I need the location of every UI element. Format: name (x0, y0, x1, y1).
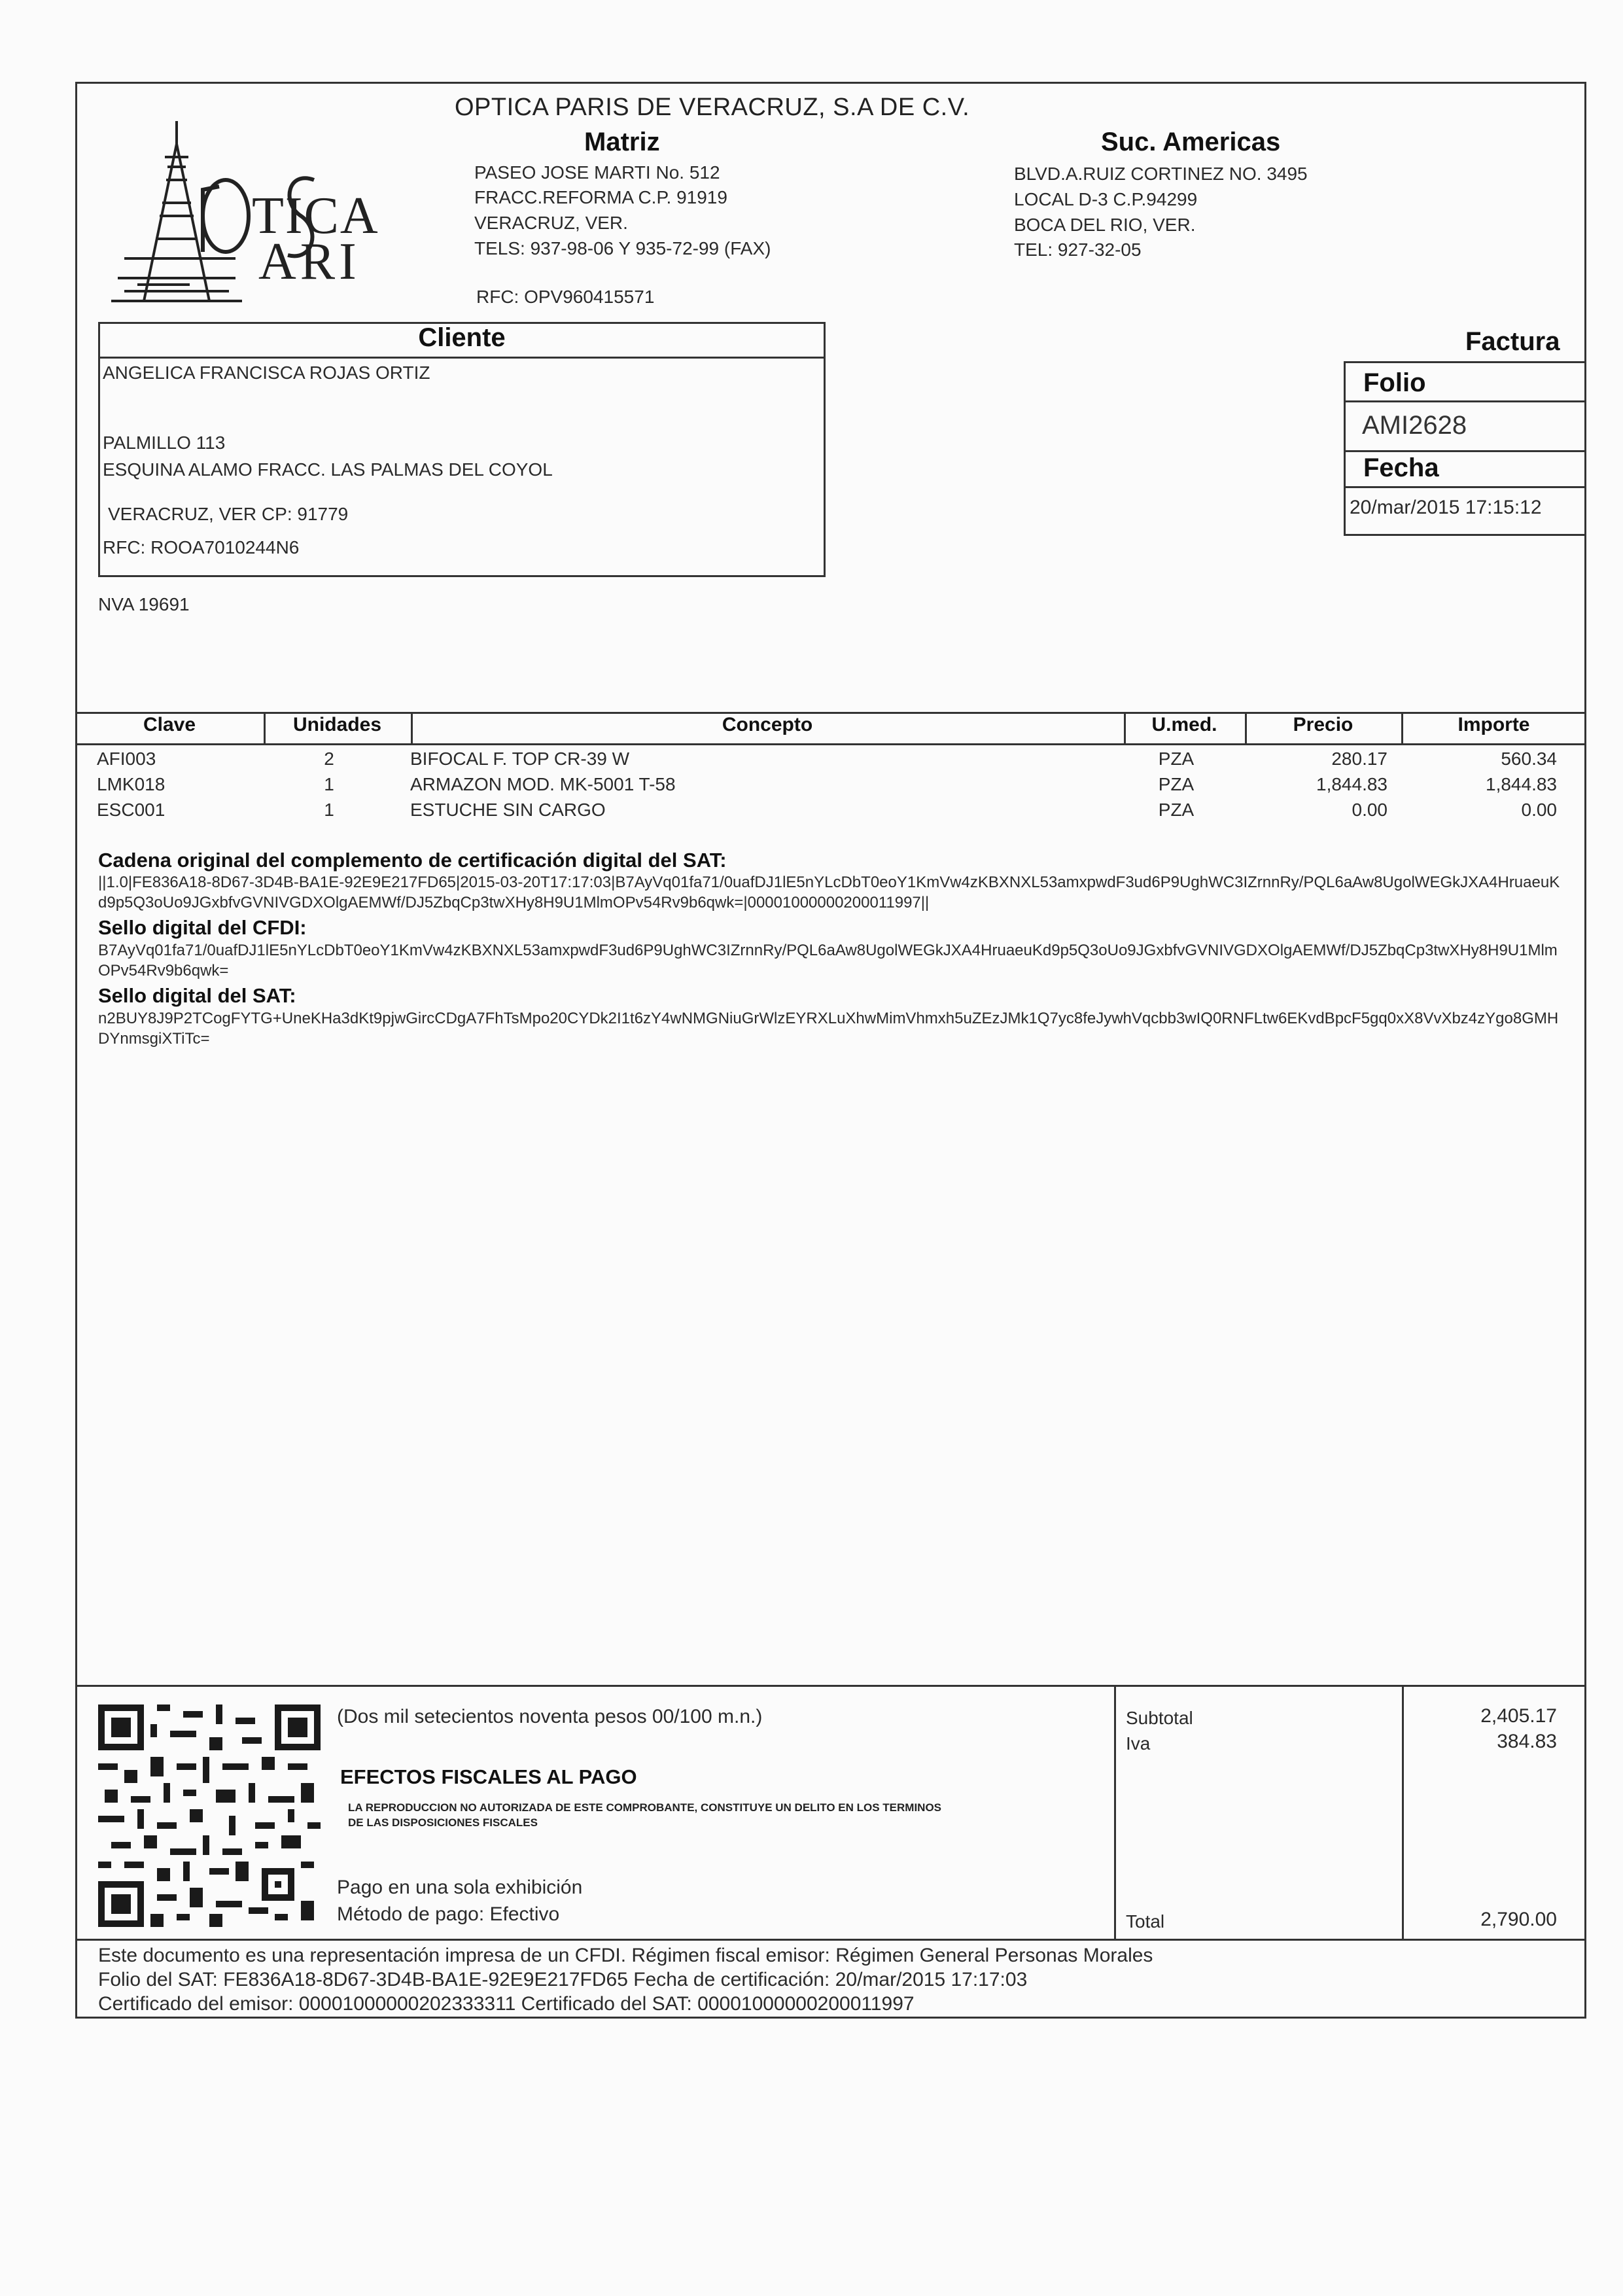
subtotal-label: Subtotal (1126, 1708, 1193, 1728)
cadena-original-label: Cadena original del complemento de certificación digital del SAT: (98, 849, 727, 872)
table-row-2-clave: LMK018 (97, 774, 166, 794)
table-row-2-concepto: ARMAZON MOD. MK-5001 T-58 (410, 774, 676, 794)
table-header-border (75, 743, 1586, 745)
table-row-1-concepto: BIFOCAL F. TOP CR-39 W (410, 749, 630, 769)
table-row-2-importe: 1,844.83 (1486, 774, 1557, 794)
amount-in-words: (Dos mil setecientos noventa pesos 00/100 m.n.) (337, 1706, 763, 1727)
col-header-importe: Importe (1457, 714, 1530, 735)
note-nva: NVA 19691 (98, 594, 190, 614)
table-row-3-concepto: ESTUCHE SIN CARGO (410, 800, 606, 820)
company-name: OPTICA PARIS DE VERACRUZ, S.A DE C.V. (455, 94, 970, 121)
col-header-umed: U.med. (1151, 714, 1217, 735)
matriz-title: Matriz (584, 128, 660, 156)
sello-sat-value: n2BUY8J9P2TCogFYTG+UneKHa3dKt9pjwGircCDgA7FhTsMpo20CYDk2I1t6zY4wNMGNiuGrWlzEYRXLuXhwMimVhmxh5uZEzJMk1Q7yc8feJywhVqcbb3wIQ0RNFLtw6EKvdBpcF5gq0xX8VvXbz4zYgo8GMHDYnmsgiXTiTc= (98, 1010, 1559, 1048)
cliente-street: PALMILLO 113 (103, 433, 226, 453)
footer-top-border (75, 1685, 1586, 1687)
logo-text: TICA (252, 187, 379, 245)
sucursal-address-3: BOCA DEL RIO, VER. (1014, 215, 1196, 235)
table-row-3-umed: PZA (1158, 800, 1195, 820)
fecha-label: Fecha (1363, 453, 1439, 482)
qr-code (98, 1704, 321, 1927)
reproduction-warning-1: LA REPRODUCCION NO AUTORIZADA DE ESTE COMPROBANTE, CONSTITUYE UN DELITO EN LOS TERMINOS (348, 1801, 942, 1814)
sello-cfdi-label: Sello digital del CFDI: (98, 916, 307, 939)
table-row-3-unidades: 1 (324, 800, 334, 820)
total-value: 2,790.00 (1480, 1909, 1557, 1930)
cliente-title: Cliente (418, 323, 506, 352)
table-row-2-umed: PZA (1158, 774, 1195, 794)
company-logo (105, 118, 445, 308)
factura-divider-2 (1344, 450, 1586, 452)
table-row-1-importe: 560.34 (1501, 749, 1557, 769)
pago-una-exhibicion: Pago en una sola exhibición (337, 1877, 583, 1898)
col-header-concepto: Concepto (722, 714, 813, 735)
table-row-1-unidades: 2 (324, 749, 334, 769)
table-row-2-unidades: 1 (324, 774, 334, 794)
table-row-1-umed: PZA (1158, 749, 1195, 769)
cliente-rfc: RFC: ROOA7010244N6 (103, 537, 300, 557)
iva-label: Iva (1126, 1733, 1151, 1754)
fecha-value: 20/mar/2015 17:15:12 (1350, 497, 1542, 518)
cadena-original-value: ||1.0|FE836A18-8D67-3D4B-BA1E-92E9E217FD65|2015-03-20T17:17:03|B7AyVq01fa71/0uafDJ1lE5nYLcDbT0eoY1KmVw4zKBXNXL53amxpwdF3ud6P9UghWC3IZrnnRy/PQL6aAw8UgolWEGkJXA4HruaeuKd9p5Q3oUo9JGxbfvGVNIVGDXOlgAEMWf/DJ5ZbqCp3twXHy8H9U1MlmOPv54Rv9b6qwk=|00001000000200011997|| (98, 874, 1560, 911)
logo-text-2: ARI (258, 233, 360, 291)
table-row-3-precio: 0.00 (1352, 800, 1387, 820)
matriz-address-2: FRACC.REFORMA C.P. 91919 (474, 187, 727, 207)
certificado-line: Certificado del emisor: 00001000000202333311 Certificado del SAT: 00001000000200011997 (98, 1993, 915, 2015)
folio-sat-line: Folio del SAT: FE836A18-8D67-3D4B-BA1E-92E9E217FD65 Fecha de certificación: 20/mar/2015 17:17:03 (98, 1969, 1028, 1990)
sello-sat-label: Sello digital del SAT: (98, 984, 296, 1007)
folio-label: Folio (1363, 368, 1426, 397)
factura-title: Factura (1465, 327, 1560, 356)
sucursal-title: Suc. Americas (1101, 128, 1281, 156)
col-header-clave: Clave (143, 714, 196, 735)
factura-divider-3 (1344, 486, 1586, 488)
cfdi-statement: Este documento es una representación impresa de un CFDI. Régimen fiscal emisor: Régimen General Personas Morales (98, 1945, 1153, 1966)
total-label: Total (1126, 1911, 1165, 1932)
col-header-precio: Precio (1293, 714, 1353, 735)
table-row-1-precio: 280.17 (1331, 749, 1387, 769)
footer-bottom-border (75, 1939, 1586, 1941)
reproduction-warning-2: DE LAS DISPOSICIONES FISCALES (348, 1816, 538, 1829)
efectos-fiscales: EFECTOS FISCALES AL PAGO (340, 1765, 637, 1788)
subtotal-value: 2,405.17 (1480, 1705, 1557, 1727)
table-row-3-clave: ESC001 (97, 800, 166, 820)
table-row-2-precio: 1,844.83 (1316, 774, 1387, 794)
metodo-de-pago: Método de pago: Efectivo (337, 1903, 560, 1925)
table-row-1-clave: AFI003 (97, 749, 156, 769)
matriz-address-3: VERACRUZ, VER. (474, 213, 628, 233)
company-rfc: RFC: OPV960415571 (476, 287, 655, 307)
matriz-address-1: PASEO JOSE MARTI No. 512 (474, 162, 720, 183)
cliente-name: ANGELICA FRANCISCA ROJAS ORTIZ (103, 362, 430, 383)
sucursal-phone: TEL: 927-32-05 (1014, 239, 1142, 260)
matriz-phone: TELS: 937-98-06 Y 935-72-99 (FAX) (474, 238, 771, 258)
sucursal-address-1: BLVD.A.RUIZ CORTINEZ NO. 3495 (1014, 164, 1308, 184)
footer-sep-1 (1114, 1685, 1116, 1940)
qr-code-icon (98, 1704, 321, 1927)
sello-cfdi-value: B7AyVq01fa71/0uafDJ1lE5nYLcDbT0eoY1KmVw4zKBXNXL53amxpwdF3ud6P9UghWC3IZrnnRy/PQL6aAw8UgolWEGkJXA4HruaeuKd9p5Q3oUo9JGxbfvGVNIVGDXOlgAEMWf/DJ5ZbqCp3twXHy8H9U1MlmOPv54Rv9b6qwk= (98, 942, 1558, 980)
cliente-street-2: ESQUINA ALAMO FRACC. LAS PALMAS DEL COYOL (103, 459, 553, 480)
cliente-city: VERACRUZ, VER CP: 91779 (108, 504, 349, 524)
folio-value: AMI2628 (1362, 411, 1467, 440)
iva-value: 384.83 (1497, 1731, 1557, 1752)
cliente-divider (98, 357, 826, 359)
col-header-unidades: Unidades (292, 714, 382, 735)
table-row-3-importe: 0.00 (1521, 800, 1557, 820)
sucursal-address-2: LOCAL D-3 C.P.94299 (1014, 189, 1198, 209)
factura-divider-1 (1344, 400, 1586, 402)
